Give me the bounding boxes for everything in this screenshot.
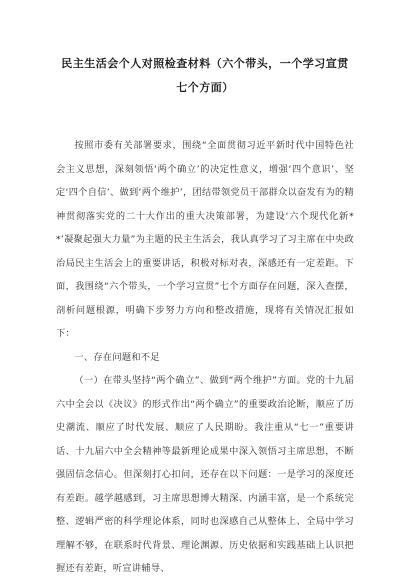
title-line-1: 民主生活会个人对照检查材料（六个带头，一个学习宣贯 (61, 57, 349, 70)
document-title (56, 52, 354, 100)
document-body (56, 134, 354, 581)
intro-paragraph: 按照市委有关部署要求，围绕“全面贯彻习近平新时代中国特色社会主义思想，深刻领悟‘两个确立’的决定性意义，增强‘四个意识’、坚定‘四个自信’、做到‘两个维护’，团结带领党员干部群众以奋发有为的精神贯彻落实党的二十大作出的重大决策部署，为建设‘六个现代化新**’凝聚起强大力量”为主题的民主生活会，我认真学习了习主席在中央政治局民主生活会上的重要讲话，积极对标对表，深感还有一定差距。下面，我围绕“六个带头，一个学习宣贯”七个方面存在问题，深入查摆，剖析问题根源，明确下步努力方向和整改措施，现将有关情况汇报如下： (56, 140, 354, 339)
document-page (56, 52, 354, 581)
section-paragraph: （一）在带头坚持“两个确立”、做到“两个维护”方面。党的十九届六中全会以《决议》的形式作出“两个确立”的重要政治论断，顺应了历史潮流、顺应了时代发展、顺应了人民期盼。我注重从“七一”重要讲话、十九届六中全会精神等最新理论成果中深入领悟习主席思想，不断强固信念信心。但深刻打心扣问，还存在以下问题：一是学习的深度还有差距。越学越感到，习主席思想博大精深、内涵丰富，是一个系统完整、逻辑严密的科学理论体系，同时也深感自己从整体上、全局中学习理解不够，在联系时代背景、理论渊源、历史依据和实践基础上认识把握还有差距，听宣讲辅导、 (56, 375, 354, 574)
section-heading: 一、存在问题和不足 (74, 351, 160, 363)
title-line-2: 七个方面） (176, 81, 234, 94)
